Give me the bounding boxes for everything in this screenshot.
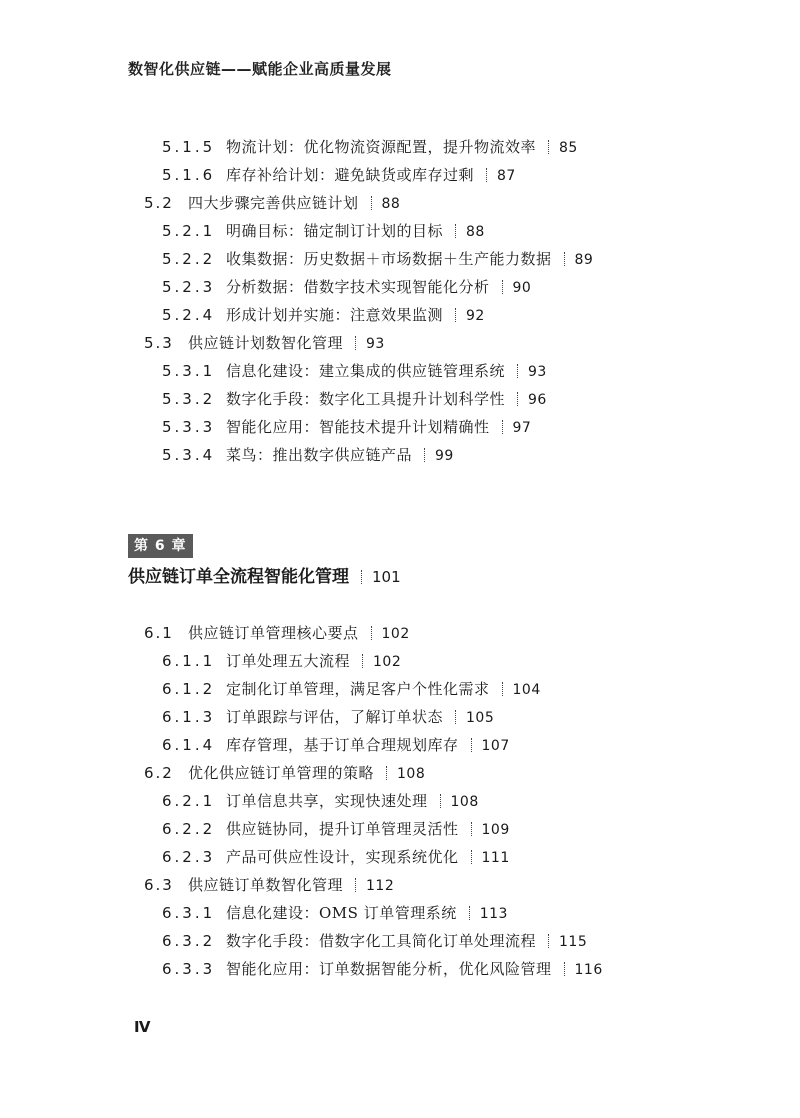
entry-title: 分析数据：借数字技术实现智能化分析 bbox=[226, 278, 490, 296]
page-number: 88 bbox=[466, 224, 485, 240]
dotted-separator bbox=[564, 252, 565, 266]
dotted-separator bbox=[355, 878, 356, 892]
toc-entry-6-1-4[interactable] bbox=[162, 732, 510, 758]
entry-title: 供应链订单管理核心要点 bbox=[188, 624, 359, 642]
dotted-separator bbox=[486, 168, 487, 182]
dotted-separator bbox=[517, 364, 518, 378]
page-number: 88 bbox=[381, 196, 401, 212]
page-number: 97 bbox=[512, 420, 532, 436]
toc-entry-6-1[interactable] bbox=[144, 620, 410, 646]
section-number: 6.1.2 bbox=[162, 680, 216, 698]
page-number: 101 bbox=[372, 568, 401, 586]
dotted-separator bbox=[469, 906, 470, 920]
section-number: 5.3 bbox=[144, 334, 174, 352]
dotted-separator bbox=[564, 962, 565, 976]
page-number: 108 bbox=[397, 766, 426, 782]
page-folio: Ⅳ bbox=[134, 1018, 151, 1036]
page-number: 96 bbox=[528, 392, 547, 408]
entry-title: 定制化订单管理，满足客户个性化需求 bbox=[226, 680, 490, 698]
entry-title: 物流计划：优化物流资源配置，提升物流效率 bbox=[226, 138, 537, 156]
entry-title: 订单跟踪与评估，了解订单状态 bbox=[226, 708, 444, 726]
toc-entry-5-3-3[interactable] bbox=[162, 414, 531, 440]
section-number: 6.1.3 bbox=[162, 708, 216, 726]
entry-title: 四大步骤完善供应链计划 bbox=[188, 194, 359, 212]
entry-title: 库存管理，基于订单合理规划库存 bbox=[226, 736, 459, 754]
entry-title: 菜鸟：推出数字供应链产品 bbox=[226, 446, 413, 464]
section-number: 6.1.1 bbox=[162, 652, 216, 670]
dotted-separator bbox=[424, 448, 425, 462]
page-number: 111 bbox=[481, 850, 510, 866]
page-number: 89 bbox=[574, 252, 594, 268]
page-number: 102 bbox=[373, 654, 402, 670]
toc-entry-5-3-2[interactable] bbox=[162, 386, 547, 412]
page-number: 109 bbox=[481, 822, 510, 838]
dotted-separator bbox=[455, 308, 456, 322]
page-number: 92 bbox=[466, 308, 485, 324]
section-number: 6.3.3 bbox=[162, 960, 216, 978]
section-number: 6.2 bbox=[144, 764, 174, 782]
page-number: 90 bbox=[512, 280, 532, 296]
entry-title: 产品可供应性设计，实现系统优化 bbox=[226, 848, 459, 866]
entry-title: 收集数据：历史数据＋市场数据＋生产能力数据 bbox=[226, 250, 552, 268]
dotted-separator bbox=[548, 934, 549, 948]
dotted-separator bbox=[355, 336, 356, 350]
entry-title: 供应链计划数智化管理 bbox=[188, 334, 344, 352]
toc-entry-6-2-3[interactable] bbox=[162, 844, 510, 870]
toc-entry-6-2-1[interactable] bbox=[162, 788, 479, 814]
page-number: 116 bbox=[574, 962, 603, 978]
toc-entry-6-2[interactable] bbox=[144, 760, 425, 786]
entry-title: 供应链订单数智化管理 bbox=[188, 876, 344, 894]
toc-entry-6-1-2[interactable] bbox=[162, 676, 541, 702]
section-number: 5.3.2 bbox=[162, 390, 216, 408]
entry-title: 明确目标：锚定制订计划的目标 bbox=[226, 222, 444, 240]
toc-entry-5-2-4[interactable] bbox=[162, 302, 485, 328]
page-number: 99 bbox=[435, 448, 454, 464]
entry-title: 智能化应用：订单数据智能分析，优化风险管理 bbox=[226, 960, 552, 978]
section-number: 5.1.5 bbox=[162, 138, 216, 156]
page-number: 112 bbox=[366, 878, 395, 894]
page-number: 113 bbox=[479, 906, 508, 922]
section-number: 6.1.4 bbox=[162, 736, 216, 754]
section-number: 5.2 bbox=[144, 194, 174, 212]
entry-title: 信息化建设：建立集成的供应链管理系统 bbox=[226, 362, 506, 380]
toc-entry-5-1-6[interactable] bbox=[162, 162, 516, 188]
section-number: 6.3.2 bbox=[162, 932, 216, 950]
toc-entry-6-1-3[interactable] bbox=[162, 704, 494, 730]
dotted-separator bbox=[371, 196, 372, 210]
toc-entry-6-3-2[interactable] bbox=[162, 928, 587, 954]
dotted-separator bbox=[471, 822, 472, 836]
section-number: 5.2.1 bbox=[162, 222, 216, 240]
entry-title: 智能化应用：智能技术提升计划精确性 bbox=[226, 418, 490, 436]
page-number: 87 bbox=[497, 168, 516, 184]
dotted-separator bbox=[502, 682, 503, 696]
page-number: 107 bbox=[481, 738, 510, 754]
entry-title: 订单信息共享，实现快速处理 bbox=[226, 792, 428, 810]
toc-entry-5-3[interactable] bbox=[144, 330, 385, 356]
page-number: 93 bbox=[528, 364, 547, 380]
toc-entry-6-3-3[interactable] bbox=[162, 956, 603, 982]
toc-entry-6-3[interactable] bbox=[144, 872, 394, 898]
page-number: 93 bbox=[366, 336, 385, 352]
entry-title: 数字化手段：借数字化工具简化订单处理流程 bbox=[226, 932, 537, 950]
chapter-title-text: 供应链订单全流程智能化管理 bbox=[128, 567, 349, 587]
section-number: 5.3.3 bbox=[162, 418, 216, 436]
section-number: 5.3.4 bbox=[162, 446, 216, 464]
entry-title: 数字化手段：数字化工具提升计划科学性 bbox=[226, 390, 506, 408]
section-number: 6.3.1 bbox=[162, 904, 216, 922]
entry-title: 形成计划并实施：注意效果监测 bbox=[226, 306, 444, 324]
entry-title: 优化供应链订单管理的策略 bbox=[188, 764, 375, 782]
dotted-separator bbox=[548, 140, 549, 154]
dotted-separator bbox=[502, 280, 503, 294]
chapter-title[interactable] bbox=[128, 563, 401, 591]
dotted-separator bbox=[502, 420, 503, 434]
toc-entry-5-1-5[interactable] bbox=[162, 134, 578, 160]
page-number: 104 bbox=[512, 682, 541, 698]
dotted-separator bbox=[471, 850, 472, 864]
section-number: 5.1.6 bbox=[162, 166, 216, 184]
section-number: 5.2.2 bbox=[162, 250, 216, 268]
dotted-separator bbox=[361, 570, 362, 584]
chapter-badge: 第 6 章 bbox=[128, 534, 193, 558]
page-number: 105 bbox=[466, 710, 495, 726]
section-number: 6.2.3 bbox=[162, 848, 216, 866]
dotted-separator bbox=[455, 710, 456, 724]
entry-title: 库存补给计划：避免缺货或库存过剩 bbox=[226, 166, 475, 184]
toc-entry-6-3-1[interactable] bbox=[162, 900, 508, 926]
toc-entry-6-1-1[interactable] bbox=[162, 648, 401, 674]
section-number: 6.1 bbox=[144, 624, 174, 642]
page-number: 108 bbox=[450, 794, 479, 810]
running-header: 数智化供应链——赋能企业高质量发展 bbox=[128, 60, 392, 78]
toc-entry-6-2-2[interactable] bbox=[162, 816, 510, 842]
dotted-separator bbox=[471, 738, 472, 752]
section-number: 5.2.4 bbox=[162, 306, 216, 324]
toc-entry-5-3-1[interactable] bbox=[162, 358, 547, 384]
page-number: 115 bbox=[559, 934, 588, 950]
section-number: 5.2.3 bbox=[162, 278, 216, 296]
toc-entry-5-2-3[interactable] bbox=[162, 274, 531, 300]
toc-entry-5-2-1[interactable] bbox=[162, 218, 485, 244]
page-number: 102 bbox=[381, 626, 410, 642]
section-number: 6.2.2 bbox=[162, 820, 216, 838]
section-number: 5.3.1 bbox=[162, 362, 216, 380]
section-number: 6.2.1 bbox=[162, 792, 216, 810]
dotted-separator bbox=[517, 392, 518, 406]
section-number: 6.3 bbox=[144, 876, 174, 894]
toc-entry-5-3-4[interactable] bbox=[162, 442, 454, 468]
toc-entry-5-2[interactable] bbox=[144, 190, 400, 216]
dotted-separator bbox=[386, 766, 387, 780]
entry-title: 信息化建设：OMS 订单管理系统 bbox=[226, 904, 457, 922]
page-number: 85 bbox=[559, 140, 578, 156]
entry-title: 供应链协同，提升订单管理灵活性 bbox=[226, 820, 459, 838]
dotted-separator bbox=[362, 654, 363, 668]
dotted-separator bbox=[455, 224, 456, 238]
entry-title: 订单处理五大流程 bbox=[226, 652, 351, 670]
toc-entry-5-2-2[interactable] bbox=[162, 246, 593, 272]
dotted-separator bbox=[440, 794, 441, 808]
dotted-separator bbox=[371, 626, 372, 640]
